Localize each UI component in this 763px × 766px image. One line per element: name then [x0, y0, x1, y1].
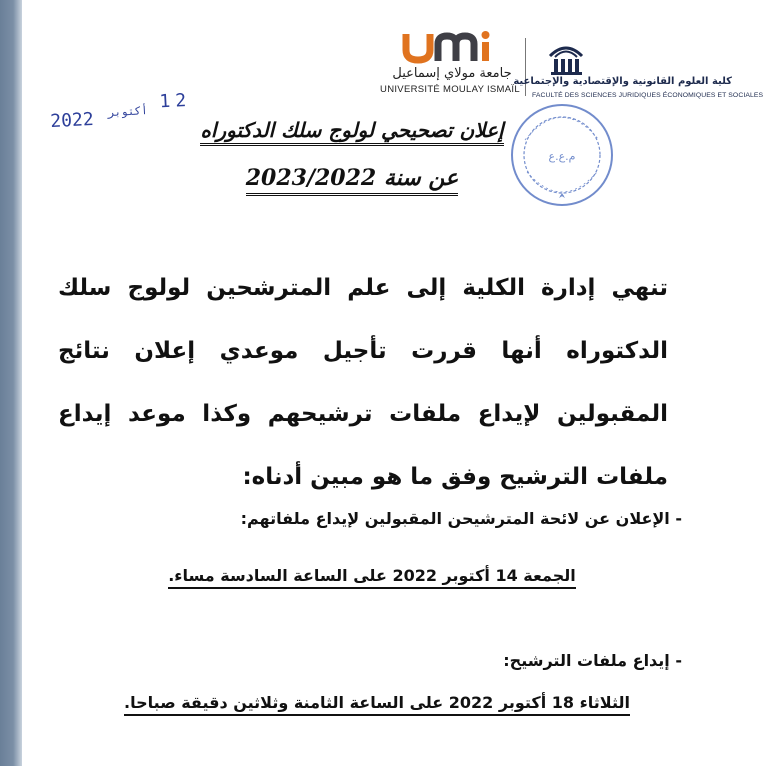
faculty-logo: [513, 38, 763, 108]
umi-french-name: UNIVERSITÉ MOULAY ISMAÏL: [380, 84, 520, 95]
umi-arabic-name: جامعة مولاي إسماعيل: [392, 66, 512, 81]
handwritten-day: 12: [158, 89, 192, 113]
handwritten-year: 2022: [49, 108, 95, 133]
document-page: [22, 0, 763, 766]
faculty-arabic-name: كلية العلوم القانونية والإقتصادية والإجتماعية: [513, 76, 732, 87]
umi-logo-mark: [402, 30, 502, 64]
announcement-title-text: إعلان تصحيحي لولوج سلك الدكتوراه: [200, 118, 503, 146]
handwritten-month: أكتوبر: [107, 104, 148, 120]
announcement-title: [152, 118, 552, 142]
umi-logo: [380, 30, 520, 100]
item-date-results-text: الجمعة 14 أكتوبر 2022 على الساعة السادسة مساء.: [168, 566, 576, 589]
official-stamp: [507, 100, 617, 210]
item-date-results: [142, 566, 602, 585]
stamp-center-text: م.ع.ع: [548, 150, 576, 163]
item-heading-deposit: - إيداع ملفات الترشيح:: [503, 651, 682, 670]
faculty-emblem-icon: [546, 40, 586, 76]
item-heading-results: - الإعلان عن لائحة المترشيحن المقبولين لإيداع ملفاتهم:: [240, 509, 682, 528]
item-date-deposit: [82, 693, 672, 712]
faculty-french-name: FACULTÉ DES SCIENCES JURIDIQUES ÉCONOMIQUES ET SOCIALES: [532, 92, 763, 99]
announcement-body: تنهي إدارة الكلية إلى علم المترشحين لولوج سلك الدكتوراه أنها قررت تأجيل موعدي إعلان نتائج المقبولين لإيداع ملفات ترشيحهم وكذا موعد إيداع ملفات الترشيح وفق ما هو مبين أدناه:: [58, 275, 668, 490]
scan-left-border: [0, 0, 22, 766]
header-divider: [525, 38, 526, 96]
item-date-deposit-text: الثلاثاء 18 أكتوبر 2022 على الساعة الثامنة وثلاثين دقيقة صباحا.: [124, 693, 630, 716]
announcement-year: [222, 165, 482, 191]
announcement-year-text: عن سنة 2023/2022: [246, 165, 459, 196]
